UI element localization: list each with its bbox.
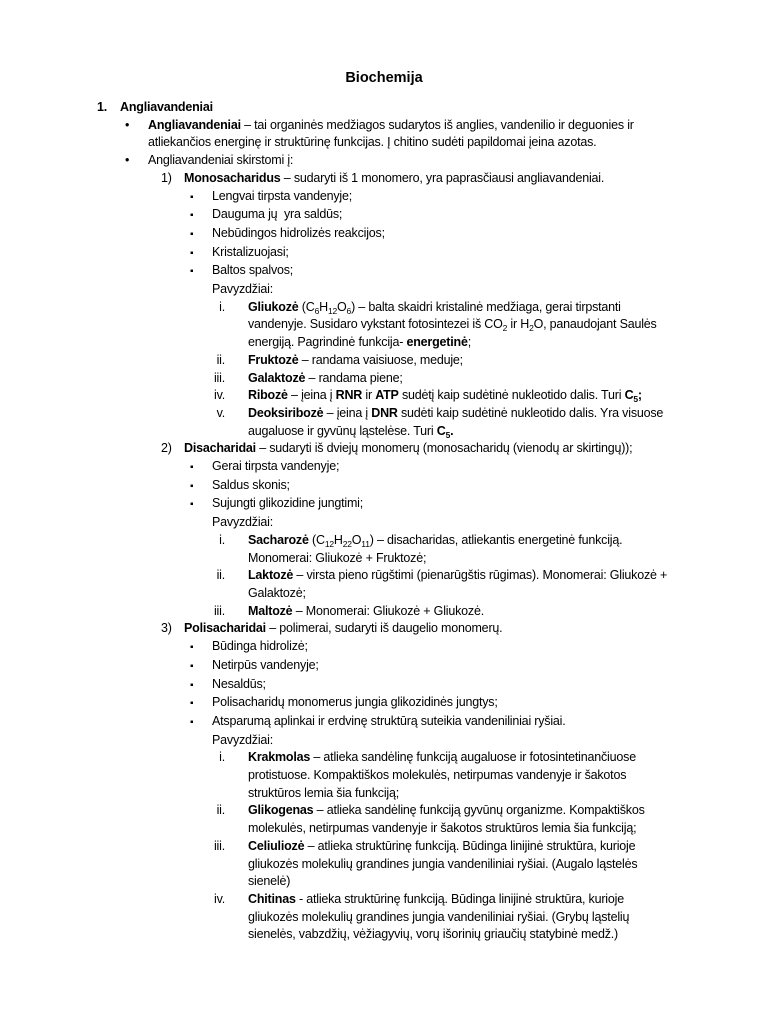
property-item	[0, 657, 768, 676]
roman-numeral: i.	[219, 750, 225, 765]
example-item	[0, 405, 768, 440]
property-item-text: Lengvai tirpsta vandenyje;	[212, 188, 353, 203]
text-run: Angliavandeniai skirstomi į:	[148, 153, 294, 168]
document-body	[0, 99, 768, 944]
text-run: – tai organinės medžiagos sudarytos iš anglies, vandenilio ir deguonies ir atliekančios energinę ir struktūrinę funkcijas. Į chitino sudėti papildomai įeina azotas.	[148, 117, 638, 150]
roman-numeral: ii.	[216, 352, 225, 367]
example-item	[0, 603, 768, 621]
subscript: 2	[529, 323, 534, 334]
example-item-text	[248, 370, 672, 388]
bullet-marker: •	[125, 153, 130, 168]
text-run: – atlieka struktūrinę funkciją. Būdinga linijinė struktūra, kurioje gliukozės molekulių grandines jungia vandeniliniai ryšiai. (Augalo ląstelės sienelė)	[248, 838, 641, 889]
bold-term: RNR	[335, 388, 363, 403]
text-run: – įeina į	[323, 405, 372, 420]
bold-term: energetinė	[406, 335, 468, 350]
subscript: 12	[324, 538, 334, 549]
roman-numeral: iv.	[214, 891, 225, 906]
property-item	[0, 694, 768, 713]
bold-term: ;	[637, 388, 642, 403]
examples-label	[0, 281, 768, 299]
property-item-text: Dauguma jų yra saldūs;	[212, 207, 343, 222]
property-item-text: Netirpūs vandenyje;	[212, 657, 319, 672]
numbered-item-text	[184, 170, 672, 188]
text-run: – randama piene;	[305, 370, 403, 385]
property-item	[0, 495, 768, 514]
bold-term: Chitinas	[248, 891, 296, 906]
square-bullet-marker: ▪	[190, 228, 194, 240]
bold-term: Polisacharidai	[184, 621, 266, 636]
square-bullet-marker: ▪	[190, 462, 194, 474]
square-bullet-marker: ▪	[190, 660, 194, 672]
text-run: – randama vaisiuose, meduje;	[298, 352, 463, 367]
example-item-text	[248, 891, 672, 944]
example-item	[0, 299, 768, 352]
item-number: 3)	[161, 621, 172, 636]
bullet-item	[0, 152, 768, 170]
bold-term: Ribozė	[248, 388, 288, 403]
subscript: 2	[502, 323, 508, 334]
bold-term: ATP	[375, 388, 399, 403]
text-run: ir H	[507, 317, 530, 332]
bold-term: C	[624, 388, 634, 403]
text-run: ) – balta skaidri kristalinė medžiaga, gerai tirpstanti vandenyje. Susidaro vykstant fotosintezei iš CO	[248, 299, 625, 332]
roman-numeral: iii.	[213, 838, 225, 853]
numbered-item	[0, 620, 768, 638]
examples-label-text: Pavyzdžiai:	[212, 282, 274, 297]
square-bullet-marker: ▪	[190, 642, 194, 654]
bold-term: Sacharozė	[248, 532, 309, 547]
square-bullet-marker: ▪	[190, 266, 194, 278]
text-run: – atlieka sandėlinę funkciją gyvūnų organizme. Kompaktiškos molekulės, netirpumas vandenyje ir šakotos struktūros lemia šia funkciją;	[248, 803, 648, 836]
roman-numeral: iv.	[214, 388, 225, 403]
subscript: 6	[314, 305, 320, 316]
page-title: Biochemija	[345, 70, 423, 86]
square-bullet-marker: ▪	[190, 716, 194, 728]
property-item	[0, 225, 768, 244]
example-item-text	[248, 802, 672, 837]
property-item-text: Nebūdingos hidrolizės reakcijos;	[212, 225, 385, 240]
text-run: - atlieka struktūrinę funkciją. Būdinga linijinė struktūra, kurioje gliukozės molekulių grandines jungia vandeniliniai ryšiai. (Grybų ląstelių sienelės, vabzdžių, vėžiagyvių, vorų išorinių griaučių statybinė medž.)	[248, 891, 633, 942]
bold-term: DNR	[371, 405, 398, 420]
bullet-item-text	[148, 117, 672, 152]
section-heading	[0, 99, 768, 117]
example-item	[0, 891, 768, 944]
roman-numeral: i.	[219, 299, 225, 314]
square-bullet-marker: ▪	[190, 210, 194, 222]
text-run: O, panaudojant Saulės energiją. Pagrindinė funkcija-	[248, 317, 660, 350]
examples-label-text: Pavyzdžiai:	[212, 732, 274, 747]
property-item	[0, 262, 768, 281]
roman-numeral: ii.	[216, 568, 225, 583]
property-item-text: Nesaldūs;	[212, 676, 266, 691]
example-item	[0, 352, 768, 370]
text-run: ir	[362, 388, 376, 403]
square-bullet-marker: ▪	[190, 679, 194, 691]
numbered-item-text	[184, 620, 672, 638]
bold-term: Krakmolas	[248, 750, 311, 765]
text-run: O	[351, 532, 362, 547]
item-number: 1)	[161, 170, 172, 185]
bullet-item-text	[148, 152, 672, 170]
example-item-text	[248, 352, 672, 370]
property-item	[0, 458, 768, 477]
bold-term: Gliukozė	[248, 299, 299, 314]
example-item-text	[248, 567, 672, 602]
property-item	[0, 188, 768, 207]
bold-term: Celiuliozė	[248, 838, 305, 853]
square-bullet-marker: ▪	[190, 247, 194, 259]
text-run: ) – disacharidas, atliekantis energetinė funkciją. Monomerai: Gliukozė + Fruktozė;	[248, 532, 626, 565]
roman-numeral: ii.	[216, 803, 225, 818]
property-item-text: Gerai tirpsta vandenyje;	[212, 459, 340, 474]
roman-numeral: iii.	[213, 370, 225, 385]
bold-term: Fruktozė	[248, 352, 299, 367]
example-item-text	[248, 838, 672, 891]
roman-numeral: iii.	[213, 603, 225, 618]
numbered-item	[0, 170, 768, 188]
numbered-item-text	[184, 440, 672, 458]
roman-numeral: i.	[219, 532, 225, 547]
property-item-text: Atsparumą aplinkai ir erdvinę struktūrą suteikia vandeniliniai ryšiai.	[212, 713, 566, 728]
item-number: 2)	[161, 441, 172, 456]
text-run: – įeina į	[287, 388, 336, 403]
square-bullet-marker: ▪	[190, 698, 194, 710]
square-bullet-marker: ▪	[190, 191, 194, 203]
property-item	[0, 713, 768, 732]
section-heading-text: Angliavandeniai	[120, 100, 213, 114]
text-run: sudėti kaip sudėtinė nukleotido dalis. Yra visuose augaluose ir gyvūnų ląstelėse. Turi	[248, 405, 667, 438]
property-item-text: Baltos spalvos;	[212, 263, 294, 278]
examples-label-text: Pavyzdžiai:	[212, 515, 274, 530]
example-item	[0, 370, 768, 388]
bold-term: Angliavandeniai	[148, 117, 241, 132]
property-item-text: Polisacharidų monomerus jungia glikozidinės jungtys;	[212, 695, 498, 710]
example-item	[0, 838, 768, 891]
subscript: 5	[445, 429, 451, 440]
numbered-item	[0, 440, 768, 458]
example-item-text	[248, 532, 672, 567]
text-run: (C	[308, 532, 325, 547]
bold-term: .	[450, 423, 454, 438]
subscript: 6	[346, 305, 352, 316]
example-item-text	[248, 749, 672, 802]
text-run: – sudaryti iš dviejų monomerų (monosacharidų (vienodų ar skirtingų));	[255, 441, 633, 456]
example-item	[0, 532, 768, 567]
text-run: (C	[298, 299, 315, 314]
text-run: H	[333, 532, 343, 547]
property-item-text: Sujungti glikozidine jungtimi;	[212, 496, 364, 511]
subscript: 12	[327, 305, 337, 316]
example-item	[0, 387, 768, 405]
text-run: sudėtį kaip sudėtinė nukleotido dalis. Turi	[398, 388, 625, 403]
example-item-text	[248, 603, 672, 621]
bold-term: Deoksiribozė	[248, 405, 324, 420]
subscript: 22	[342, 538, 352, 549]
bold-term: Laktozė	[248, 568, 294, 583]
text-run: – atlieka sandėlinę funkciją augaluose ir fotosintetinančiuose protistuose. Kompaktiškos molekulės, netirpumas vandenyje ir šakotos struktūros lemia šia funkciją;	[248, 750, 640, 800]
bold-term: Maltozė	[248, 603, 293, 618]
bold-term: C	[436, 423, 446, 438]
property-item-text: Saldus skonis;	[212, 477, 290, 492]
bold-term: Disacharidai	[184, 441, 256, 456]
bold-term: Galaktozė	[248, 370, 306, 385]
text-run: ;	[467, 335, 471, 350]
property-item	[0, 638, 768, 657]
property-item	[0, 676, 768, 695]
subscript: 5	[633, 394, 638, 405]
property-item-text: Kristalizuojasi;	[212, 244, 289, 259]
text-run: H	[319, 299, 328, 314]
subscript: 11	[361, 538, 370, 549]
bold-term: Glikogenas	[248, 803, 314, 818]
example-item	[0, 749, 768, 802]
section-number: 1.	[97, 100, 108, 114]
bold-term: Monosacharidus	[184, 170, 281, 185]
example-item	[0, 567, 768, 602]
text-run: O	[337, 299, 347, 314]
text-run: – sudaryti iš 1 monomero, yra paprasčiausi angliavandeniai.	[280, 170, 605, 185]
example-item-text	[248, 299, 672, 352]
examples-label	[0, 732, 768, 750]
bullet-item	[0, 117, 768, 152]
roman-numeral: v.	[216, 405, 225, 420]
property-item-text: Būdinga hidrolizė;	[212, 639, 308, 654]
text-run: – virsta pieno rūgštimi (pienarūgštis rūgimas). Monomerai: Gliukozė + Galaktozė;	[248, 568, 671, 600]
property-item	[0, 206, 768, 225]
property-item	[0, 244, 768, 263]
example-item-text	[248, 405, 672, 440]
example-item-text	[248, 387, 672, 405]
square-bullet-marker: ▪	[190, 499, 194, 511]
square-bullet-marker: ▪	[190, 480, 194, 492]
bullet-marker: •	[125, 117, 130, 132]
text-run: – polimerai, sudaryti iš daugelio monomerų.	[265, 621, 503, 636]
text-run: – Monomerai: Gliukozė + Gliukozė.	[292, 603, 484, 618]
example-item	[0, 802, 768, 837]
examples-label	[0, 514, 768, 532]
property-item	[0, 477, 768, 496]
